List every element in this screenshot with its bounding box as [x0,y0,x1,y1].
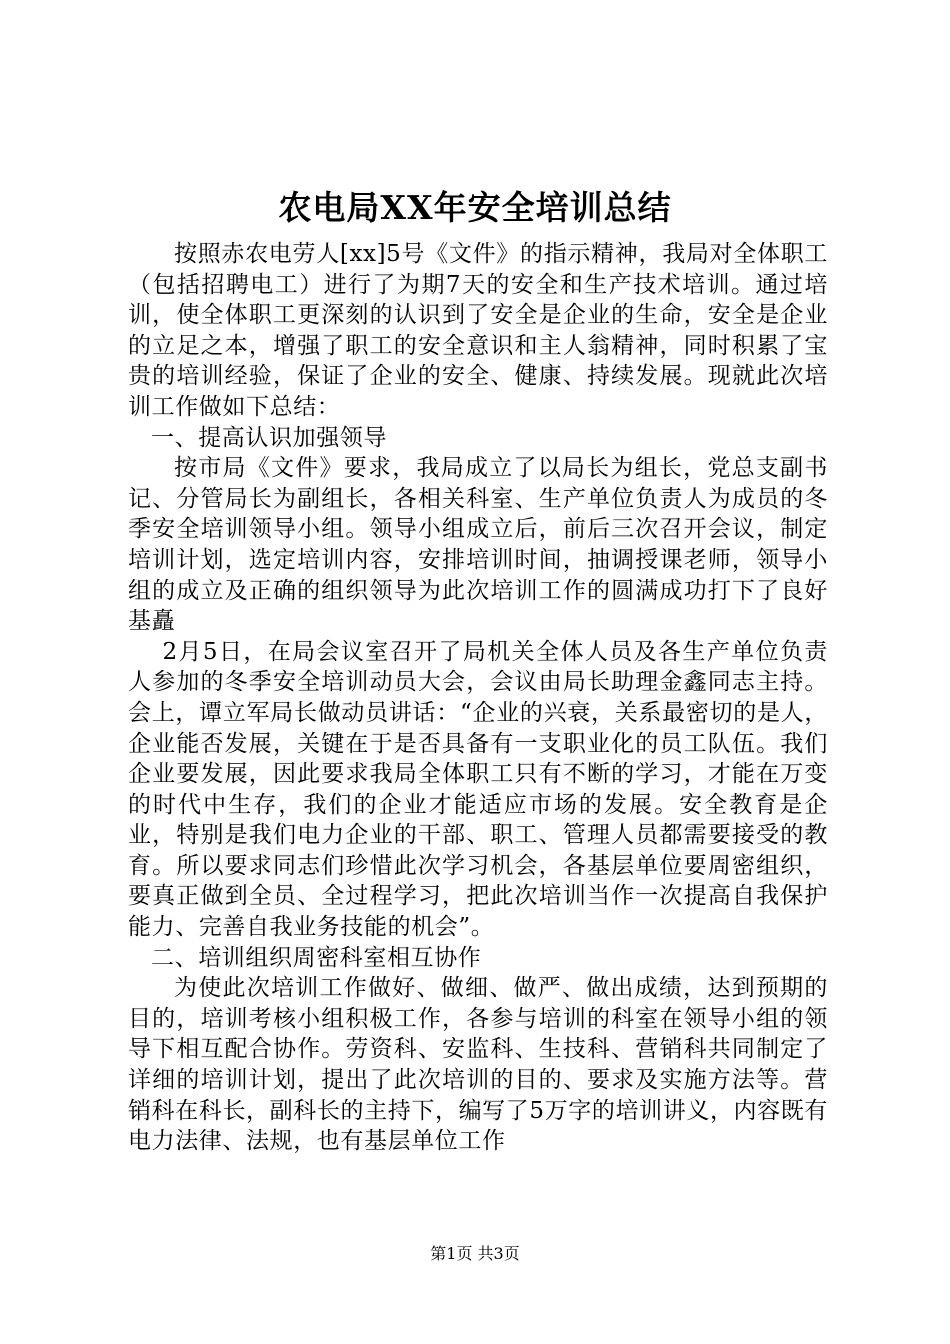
paragraph-meeting: 2月5日，在局会议室召开了局机关全体人员及各生产单位负责人参加的冬季安全培训动员大会，会议由局长助理金鑫同志主持。会上，谭立军局长做动员讲话：“企业的兴衰，关系最密切的是人，企业能否发展，关键在于是否具备有一支职业化的员工队伍。我们企业要发展，因此要求我局全体职工只有不断的学习，才能在万变的时代中生存，我们的企业才能适应市场的发展。安全教育是企业，特别是我们电力企业的干部、职工、管理人员都需要接受的教育。所以要求同志们珍惜此次学习机会，各基层单位要周密组织，要真正做到全员、全过程学习，把此次培训当作一次提高自我保护能力、完善自我业务技能的机会”。 [128,638,828,941]
section-heading-2: 二、培训组织周密科室相互协作 [151,944,482,971]
section-heading-1: 一、提高认识加强领导 [151,424,387,451]
paragraph-organization: 为使此次培训工作做好、做细、做严、做出成绩，达到预期的目的，培训考核小组积极工作，各参与培训的科室在领导小组的领导下相互配合协作。劳资科、安监科、生技科、营销科共同制定了详细的培训计划，提出了此次培训的目的、要求及实施方法等。营销科在科长，副科长的主持下，编写了5万字的培训讲义，内容既有电力法律、法规，也有基层单位工作 [128,975,828,1155]
paragraph-leadership: 按市局《文件》要求，我局成立了以局长为组长，党总支副书记、分管局长为副组长，各相关科室、生产单位负责人为成员的冬季安全培训领导小组。领导小组成立后，前后三次召开会议，制定培训计划，选定培训内容，安排培训时间，抽调授课老师，领导小组的成立及正确的组织领导为此次培训工作的圆满成功打下了良好基矗 [128,455,828,635]
document-title: 农电局XX年安全培训总结 [278,188,672,227]
paragraph-intro: 按照赤农电劳人[xx]5号《文件》的指示精神，我局对全体职工（包括招聘电工）进行了为期7天的安全和生产技术培训。通过培训，使全体职工更深刻的认识到了安全是企业的生命，安全是企业的立足之本，增强了职工的安全意识和主人翁精神，同时积累了宝贵的培训经验，保证了企业的安全、健康、持续发展。现就此次培训工作做如下总结： [128,241,828,420]
document-body [128,239,828,1157]
page-number-footer: 第1页 共3页 [430,1244,520,1263]
